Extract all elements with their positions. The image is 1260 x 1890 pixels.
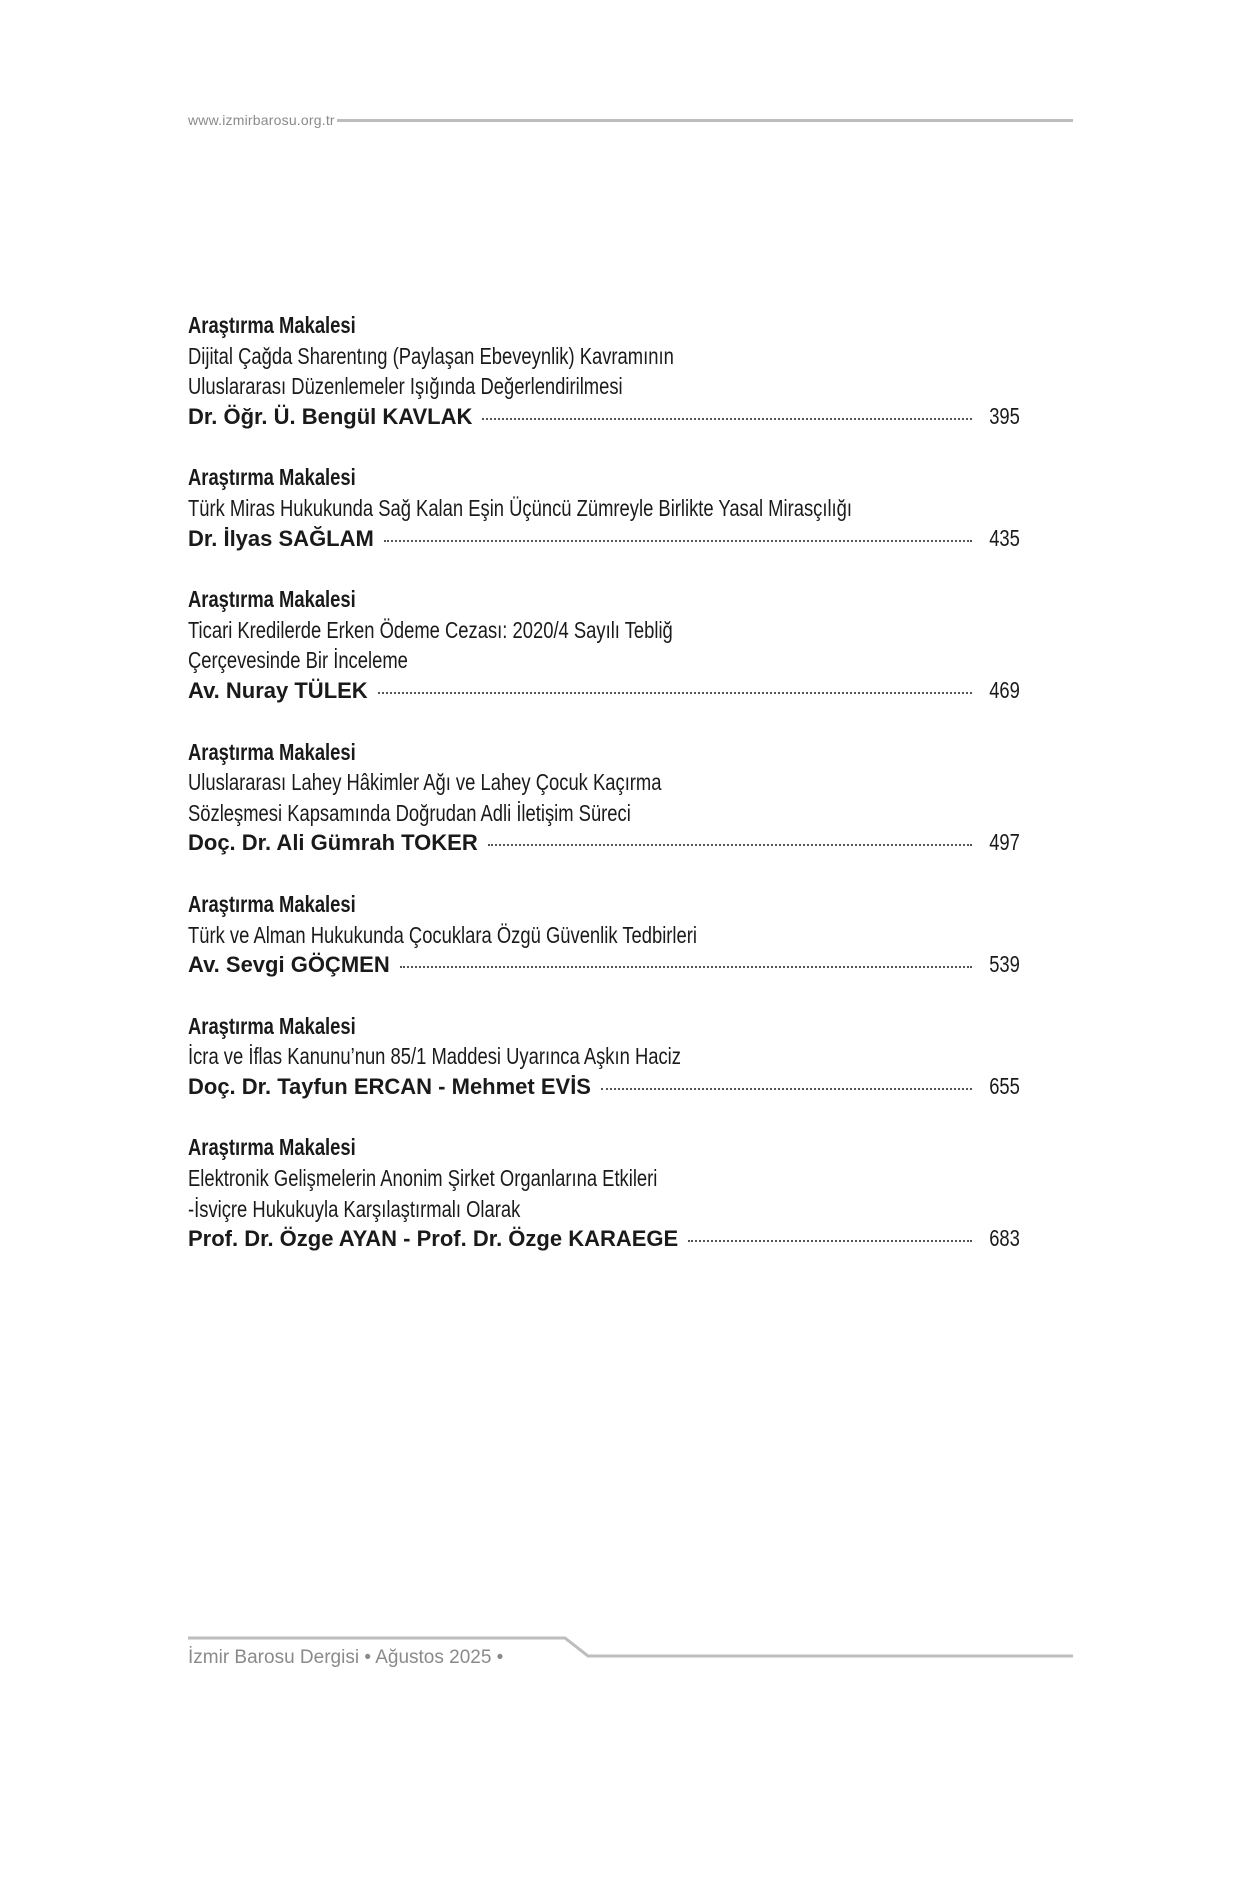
toc-entry[interactable]	[188, 1011, 1018, 1103]
article-type: Araştırma Makalesi	[188, 586, 356, 613]
dot-leader	[488, 844, 972, 846]
article-author: Prof. Dr. Özge AYAN - Prof. Dr. Özge KARAEGE	[188, 1226, 679, 1252]
toc-entry[interactable]	[188, 1132, 1018, 1254]
header-rule	[337, 119, 1073, 122]
toc-entry[interactable]	[188, 737, 1018, 859]
article-type: Araştırma Makalesi	[188, 464, 356, 491]
article-title-line: Türk Miras Hukukunda Sağ Kalan Eşin Üçüncü Zümreyle Birlikte Yasal Mirasçılığı	[188, 494, 853, 521]
article-type: Araştırma Makalesi	[188, 1134, 356, 1161]
article-title-line: İcra ve İflas Kanunu’nun 85/1 Maddesi Uyarınca Aşkın Haciz	[188, 1043, 681, 1070]
dot-leader	[482, 418, 972, 420]
article-type: Araştırma Makalesi	[188, 890, 356, 917]
page-header	[188, 112, 1073, 128]
article-author: Doç. Dr. Ali Gümrah TOKER	[188, 830, 478, 856]
toc-entry[interactable]	[188, 889, 1018, 981]
article-type: Araştırma Makalesi	[188, 738, 356, 765]
toc-entry[interactable]	[188, 462, 1018, 554]
article-title-line: Elektronik Gelişmelerin Anonim Şirket Organlarına Etkileri	[188, 1165, 658, 1192]
table-of-contents	[188, 310, 1018, 1285]
website-url: www.izmirbarosu.org.tr	[188, 112, 335, 128]
article-title-line: Uluslararası Düzenlemeler Işığında Değerlendirilmesi	[188, 373, 623, 400]
author-row	[188, 402, 1018, 433]
article-title-line: Ticari Kredilerde Erken Ödeme Cezası: 2020/4 Sayılı Tebliğ	[188, 616, 673, 643]
author-row	[188, 676, 1018, 707]
author-row	[188, 1072, 1018, 1103]
page-number: 539	[989, 951, 1020, 978]
dot-leader	[378, 692, 972, 694]
article-author: Doç. Dr. Tayfun ERCAN - Mehmet EVİS	[188, 1073, 591, 1099]
toc-entry[interactable]	[188, 584, 1018, 706]
article-type: Araştırma Makalesi	[188, 1012, 356, 1039]
page-footer	[188, 1636, 1073, 1676]
page-number: 683	[989, 1225, 1020, 1252]
journal-issue: İzmir Barosu Dergisi • Ağustos 2025 •	[188, 1647, 504, 1668]
article-type: Araştırma Makalesi	[188, 312, 356, 338]
article-title-line: Uluslararası Lahey Hâkimler Ağı ve Lahey Çocuk Kaçırma	[188, 769, 662, 796]
article-author: Av. Sevgi GÖÇMEN	[188, 952, 390, 978]
page-number: 395	[989, 402, 1020, 429]
article-author: Av. Nuray TÜLEK	[188, 677, 368, 703]
page-number: 655	[989, 1072, 1020, 1099]
dot-leader	[688, 1240, 972, 1242]
article-title-line: Sözleşmesi Kapsamında Doğrudan Adli İletişim Süreci	[188, 799, 631, 826]
dot-leader	[400, 966, 972, 968]
author-row	[188, 950, 1018, 981]
article-author: Dr. Öğr. Ü. Bengül KAVLAK	[188, 403, 473, 429]
page-number: 469	[989, 676, 1020, 703]
page-number: 435	[989, 524, 1020, 551]
toc-entry[interactable]	[188, 310, 1018, 432]
dot-leader	[384, 540, 972, 542]
author-row	[188, 1224, 1018, 1255]
article-title-line: Çerçevesinde Bir İnceleme	[188, 647, 408, 674]
article-title-line: Türk ve Alman Hukukunda Çocuklara Özgü Güvenlik Tedbirleri	[188, 921, 697, 948]
page-number: 497	[989, 829, 1020, 856]
author-row	[188, 828, 1018, 859]
dot-leader	[601, 1088, 972, 1090]
article-title-line: Dijital Çağda Sharentıng (Paylaşan Ebeveynlik) Kavramının	[188, 342, 674, 369]
article-title-line: -İsviçre Hukukuyla Karşılaştırmalı Olarak	[188, 1195, 521, 1222]
author-row	[188, 524, 1018, 555]
article-author: Dr. İlyas SAĞLAM	[188, 525, 374, 551]
